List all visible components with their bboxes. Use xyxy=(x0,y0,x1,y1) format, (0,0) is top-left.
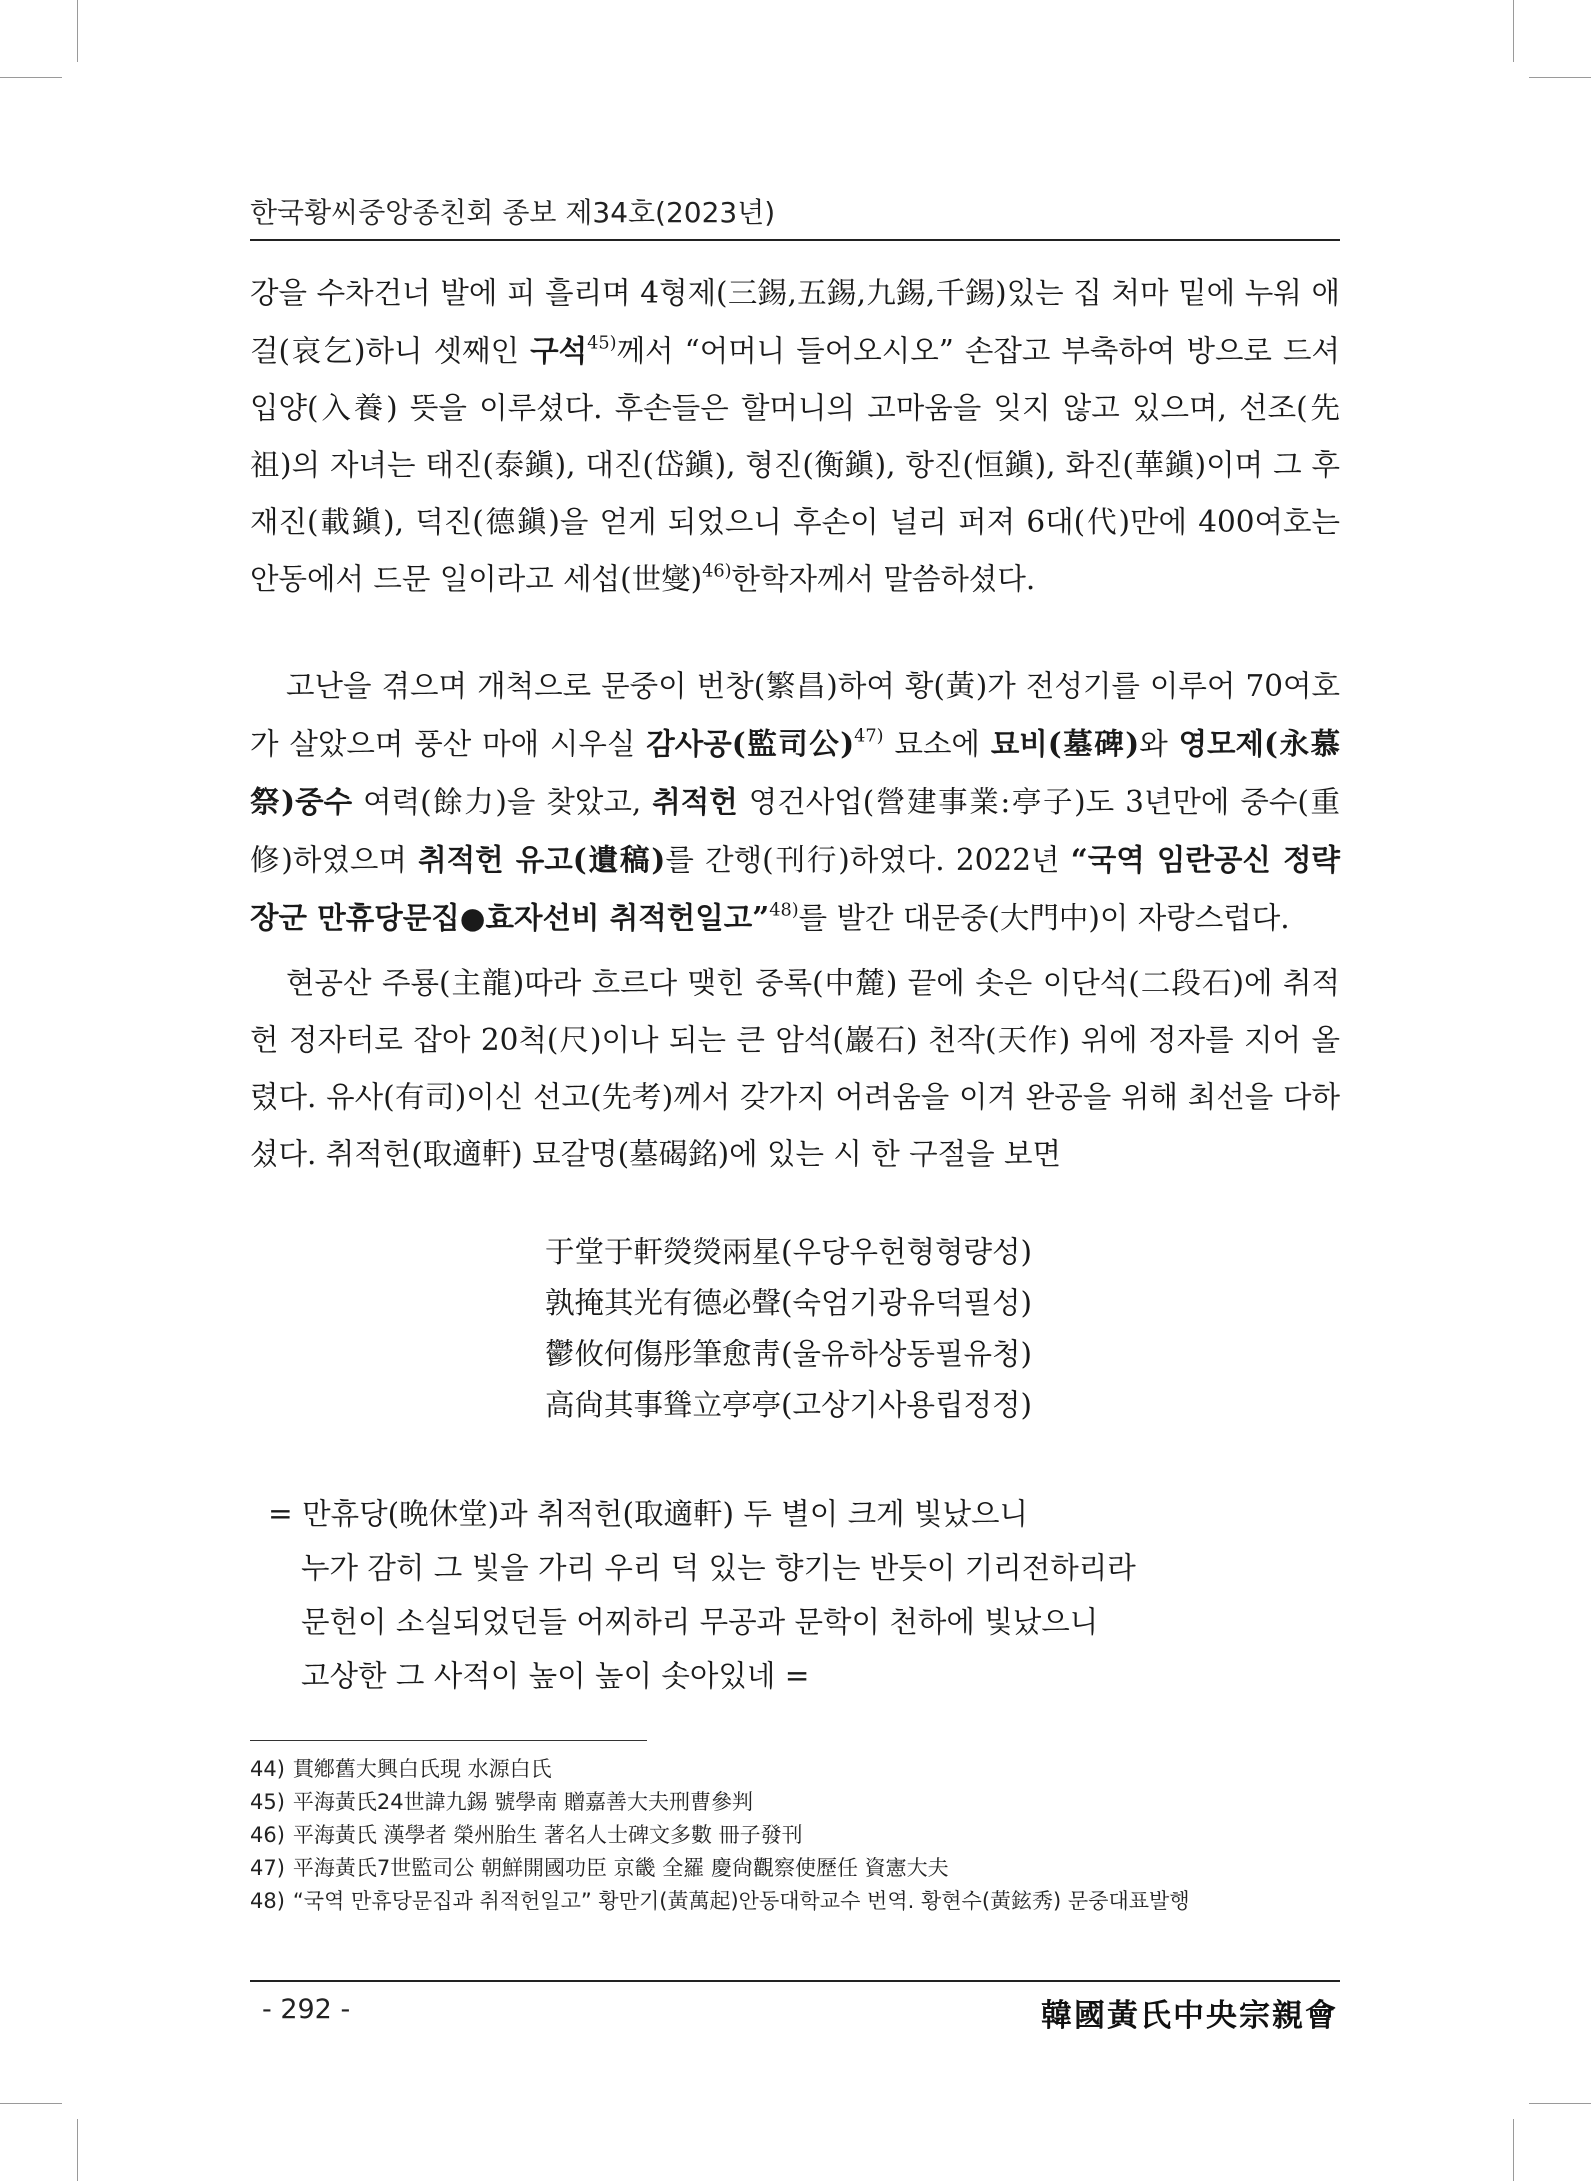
footnote-ref: 48) xyxy=(769,900,799,921)
footnote-ref: 45) xyxy=(587,333,617,354)
footnote-ref: 46) xyxy=(702,561,732,582)
bold-term: 취적헌 xyxy=(652,784,738,819)
footnotes xyxy=(250,1753,1340,1918)
paragraph-text: 현공산 주룡(主龍)따라 흐르다 맺힌 중록(中麓) 끝에 솟은 이단석(二段石)에 취적헌 정자터로 잡아 20척(尺)이나 되는 큰 암석(巖石) 천작(天作) 위에 정자를 지어 올렸다. 유사(有司)이신 선고(先考)께서 갖가지 어려움을 이겨 완공을 위해 최선을 다하셨다. 취적헌(取適軒) 묘갈명(墓碣銘)에 있는 시 한 구절을 보면 xyxy=(250,966,1340,1171)
body-paragraph-2 xyxy=(250,658,1340,947)
bold-term: 구석 xyxy=(530,333,588,368)
running-header: 한국황씨중앙종친회 종보 제34호(2023년) xyxy=(250,196,776,229)
crop-mark xyxy=(1529,2103,1591,2104)
footnote-number: 45) xyxy=(250,1790,285,1814)
body-paragraph-1 xyxy=(250,265,1340,608)
bold-term: 취적헌 유고(遺稿) xyxy=(418,842,666,877)
crop-mark xyxy=(0,2103,62,2104)
translation-line: = 만휴당(晩休堂)과 취적헌(取適軒) 두 별이 크게 빛났으니 xyxy=(268,1497,1028,1531)
crop-mark xyxy=(77,2119,78,2181)
footnote-number: 46) xyxy=(250,1823,285,1847)
footnote xyxy=(250,1786,1340,1819)
bold-term: 영모제(永慕祭)중수 xyxy=(250,726,1340,819)
paragraph-text: 를 발간 대문중(大門中)이 자랑스럽다. xyxy=(798,901,1290,935)
footnote xyxy=(250,1885,1340,1918)
translation-line: 문헌이 소실되었던들 어찌하리 무공과 문학이 천하에 빛났으니 xyxy=(301,1605,1099,1639)
paragraph-text: 와 xyxy=(1139,727,1179,761)
bold-term: “국역 임란공신 정략장군 만휴당문집●효자선비 취적헌일고” xyxy=(250,842,1340,935)
paragraph-text: 묘소에 xyxy=(883,727,991,761)
header-divider xyxy=(250,239,1340,241)
footnote xyxy=(250,1852,1340,1885)
paragraph-text: 께서 “어머니 들어오시오” 손잡고 부축하여 방으로 드셔 입양(入養) 뜻을 이루셨다. 후손들은 할머니의 고마움을 잊지 않고 있으며, 선조(先祖)의 자녀는 태진(泰鎭), 대진(岱鎭), 형진(衡鎭), 항진(恒鎭), 화진(華鎭)이며 그 후 재진(載鎭), 덕진(德鎭)을 얻게 되었으니 후손이 널리 퍼져 6대(代)만에 400여호는 안동에서 드문 일이라고 세섭(世燮) xyxy=(250,334,1340,596)
translation-line: 고상한 그 사적이 높이 높이 솟아있네 = xyxy=(301,1659,810,1693)
footnote-ref: 47) xyxy=(854,726,884,747)
paragraph-text: 를 간행(刊行)하였다. 2022년 xyxy=(665,843,1071,877)
paragraph-text: 영건사업(營建事業:亭子)도 3년만에 중수(重修)하였으며 xyxy=(250,785,1340,877)
body-paragraph-3 xyxy=(250,955,1340,1183)
crop-mark xyxy=(1513,0,1514,62)
poem-line: 鬱攸何傷彤筆愈靑(울유하상동필유청) xyxy=(545,1337,1032,1371)
footnote xyxy=(250,1753,1340,1786)
footnote-number: 48) xyxy=(250,1889,285,1913)
footnote-text: 平海黃氏 漢學者 榮州胎生 著名人士碑文多數 冊子發刊 xyxy=(292,1823,803,1847)
poem-line: 高尙其事聳立亭亭(고상기사용립정정) xyxy=(545,1388,1032,1422)
poem-line: 孰掩其光有德必聲(숙엄기광유덕필성) xyxy=(545,1286,1032,1320)
poem-block xyxy=(545,1227,1032,1431)
footnote-number: 44) xyxy=(250,1757,285,1781)
crop-mark xyxy=(1513,2119,1514,2181)
translation-line: 누가 감히 그 빛을 가리 우리 덕 있는 향기는 반듯이 기리전하리라 xyxy=(301,1551,1136,1585)
crop-mark xyxy=(1529,77,1591,78)
poem-line: 于堂于軒熒熒兩星(우당우헌형형량성) xyxy=(545,1235,1032,1269)
footnote-divider xyxy=(250,1740,647,1741)
footnote-text: 平海黃氏7世監司公 朝鮮開國功臣 京畿 全羅 慶尙觀察使歷任 資憲大夫 xyxy=(292,1856,949,1880)
paragraph-text: 한학자께서 말씀하셨다. xyxy=(731,562,1036,596)
footer-divider xyxy=(250,1980,1340,1982)
bold-term: 감사공(監司公) xyxy=(646,726,855,761)
bold-term: 묘비(墓碑) xyxy=(990,726,1140,761)
paragraph-text: 여력(餘力)을 찾았고, xyxy=(352,785,653,819)
crop-mark xyxy=(77,0,78,62)
crop-mark xyxy=(0,77,62,78)
paragraph-text: 고난을 겪으며 개척으로 문중이 번창(繁昌)하여 황(黃)가 전성기를 이루어 70여호가 살았으며 풍산 마애 시우실 xyxy=(250,669,1340,761)
footnote-text: 平海黃氏24世諱九錫 號學南 贈嘉善大夫刑曹參判 xyxy=(292,1790,753,1814)
society-logo: 韓國黃氏中央宗親會 xyxy=(1041,1998,1338,2034)
footnote-number: 47) xyxy=(250,1856,285,1880)
translation-block xyxy=(268,1487,1136,1703)
page-number: - 292 - xyxy=(262,1994,351,2025)
footnote-text: “국역 만휴당문집과 취적헌일고” 황만기(黃萬起)안동대학교수 번역. 황현수(黃鉉秀) 문중대표발행 xyxy=(292,1889,1190,1913)
paragraph-text: 강을 수차건너 발에 피 흘리며 4형제(三錫,五錫,九錫,千錫)있는 집 처마 밑에 누워 애걸(哀乞)하니 셋째인 xyxy=(250,276,1340,368)
footnote xyxy=(250,1819,1340,1852)
footnote-text: 貫鄕舊大興白氏現 水源白氏 xyxy=(292,1757,552,1781)
